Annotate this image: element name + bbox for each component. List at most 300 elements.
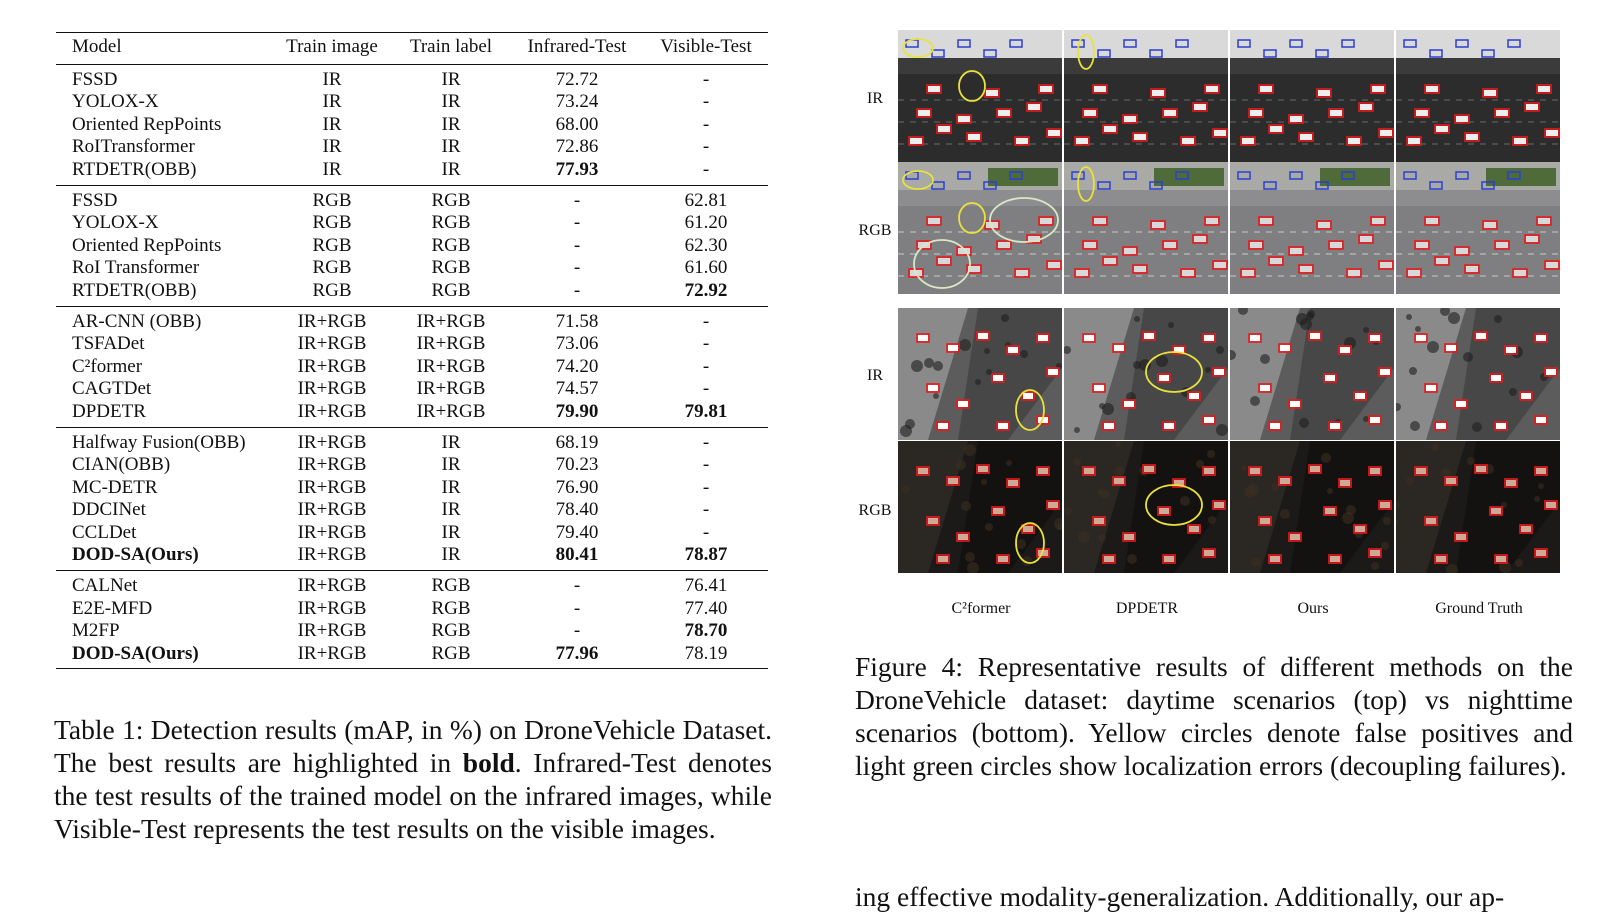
cell-visible-test: 78.70 [684, 620, 728, 642]
column-label-ours: Ours [1297, 600, 1329, 617]
cell-train-label: RGB [431, 189, 471, 211]
tree-canopy [933, 361, 943, 371]
tree-canopy [1306, 312, 1314, 320]
tree-canopy [1327, 488, 1333, 494]
cell-train-label: IR [441, 136, 461, 158]
table-caption-text-start: Table 1: Detection results (mAP, in %) on DroneVehicle Dataset. The best results are highlighted in [54, 714, 772, 778]
figure-caption: Figure 4: Representative results of different methods on the DroneVehicle dataset: daytime scenarios (top) vs nighttime scenarios (bottom). Yellow circles denote false positives and light green circles show localization errors (decoupling failures). [855, 651, 1573, 781]
tree-canopy [1406, 314, 1412, 320]
table-row [56, 212, 768, 235]
cell-train-image: IR+RGB [297, 378, 367, 400]
cell-visible-test: - [702, 113, 710, 135]
cell-train-label: IR+RGB [416, 333, 486, 355]
cell-infrared-test: 76.90 [555, 476, 599, 498]
road-surface [1230, 74, 1394, 162]
tree-canopy [961, 501, 971, 511]
tree-canopy [1216, 346, 1224, 354]
figure-panel-day-rgb-dpdetr [1064, 162, 1228, 294]
vehicle [1300, 266, 1312, 272]
road-surface [1396, 74, 1560, 162]
road-surface [1230, 206, 1394, 294]
vehicle [1318, 222, 1330, 228]
vehicle [1094, 218, 1106, 224]
vehicle [1008, 480, 1018, 486]
vehicle [1159, 375, 1169, 381]
cell-model: CCLDet [72, 521, 137, 543]
vehicle [1310, 333, 1320, 339]
figure-panel-night-rgb-dpdetr [1064, 441, 1228, 573]
cell-infrared-test: 79.90 [555, 400, 599, 422]
tree-canopy [1016, 539, 1026, 549]
vehicle [938, 423, 948, 429]
tree-canopy [975, 379, 981, 385]
cell-train-image: IR [322, 113, 342, 135]
cell-model: Halfway Fusion(OBB) [72, 431, 246, 453]
vehicle [928, 218, 940, 224]
vehicle [958, 401, 968, 407]
aerial-image-day-ir [1230, 30, 1394, 162]
vehicle [1194, 236, 1206, 242]
aerial-image-night-rgb [1396, 441, 1560, 573]
cell-infrared-test: 71.58 [555, 310, 599, 332]
vehicle [1189, 526, 1199, 532]
vehicle [1182, 138, 1194, 144]
table-row [56, 427, 768, 454]
vehicle [1456, 248, 1468, 254]
vehicle [1189, 393, 1199, 399]
figure-panel-day-rgb-c2former [898, 162, 1062, 294]
cell-infrared-test: 68.19 [555, 431, 599, 453]
vehicle [1194, 104, 1206, 110]
aerial-image-day-rgb [1230, 162, 1394, 294]
vehicle [1028, 104, 1040, 110]
table-row [56, 159, 768, 185]
road-surface [1064, 74, 1228, 162]
vehicle [1260, 385, 1270, 391]
tree-canopy [902, 485, 910, 493]
cell-train-image: RGB [312, 279, 352, 301]
cell-visible-test: - [702, 91, 710, 113]
cell-model: E2E-MFD [72, 597, 153, 619]
figure-panel-day-ir-c2former [898, 30, 1062, 162]
tree-canopy [1346, 505, 1356, 515]
vehicle [1446, 478, 1456, 484]
vehicle [1084, 110, 1096, 116]
vehicle [1094, 86, 1106, 92]
vehicle [1260, 86, 1272, 92]
vehicle [1038, 468, 1048, 474]
header-train-image: Train image [286, 36, 378, 57]
tree-canopy [1431, 443, 1439, 451]
vehicle [1426, 218, 1438, 224]
cell-train-label: IR+RGB [416, 378, 486, 400]
vehicle [968, 134, 980, 140]
cell-train-label: IR [441, 68, 461, 90]
aerial-image-night-rgb [1064, 441, 1228, 573]
cell-visible-test: 77.40 [684, 597, 728, 619]
roof-band [898, 30, 1062, 58]
vehicle [1076, 270, 1088, 276]
vehicle [1496, 423, 1506, 429]
cell-infrared-test: - [573, 234, 581, 256]
cell-train-image: IR+RGB [297, 499, 367, 521]
tree-canopy [1205, 367, 1211, 373]
vehicle [938, 258, 950, 264]
cell-model: FSSD [72, 68, 118, 90]
vehicle [1040, 86, 1052, 92]
cell-model: M2FP [72, 620, 120, 642]
tree-canopy [1078, 531, 1090, 543]
cell-infrared-test: - [573, 212, 581, 234]
vehicle [1094, 518, 1104, 524]
vehicle [1408, 138, 1420, 144]
vehicle [1426, 518, 1436, 524]
cell-visible-test: 76.41 [684, 575, 728, 597]
roof-band [1064, 30, 1228, 58]
vehicle [1526, 104, 1538, 110]
vehicle [1446, 345, 1456, 351]
cell-model: FSSD [72, 189, 118, 211]
vehicle [1340, 347, 1350, 353]
table-row [56, 522, 768, 545]
vehicle [1104, 258, 1116, 264]
vehicle [1104, 556, 1114, 562]
cell-model: CAGTDet [72, 378, 152, 400]
cell-train-label: RGB [431, 575, 471, 597]
vehicle [1408, 270, 1420, 276]
table-row [56, 454, 768, 477]
vehicle [978, 466, 988, 472]
cell-train-image: RGB [312, 212, 352, 234]
vehicle [1456, 116, 1468, 122]
tree-canopy [1020, 350, 1028, 358]
vehicle [1076, 138, 1088, 144]
vehicle [1023, 393, 1033, 399]
table-group [56, 64, 768, 185]
tree-canopy [1383, 517, 1391, 525]
tree-canopy [956, 460, 966, 470]
cell-infrared-test: 80.41 [555, 544, 599, 566]
cell-infrared-test: - [573, 257, 581, 279]
cell-model: DOD-SA(Ours) [72, 544, 199, 566]
vehicle [1214, 369, 1224, 375]
cell-train-label: RGB [431, 234, 471, 256]
table-row [56, 185, 768, 212]
figure-panel-night-ir-ours [1230, 308, 1394, 440]
aerial-image-day-rgb [898, 162, 1062, 294]
vehicle [1152, 222, 1164, 228]
table-row [56, 64, 768, 91]
tree-canopy [985, 523, 993, 531]
tree-canopy [1115, 441, 1121, 447]
vehicle [938, 556, 948, 562]
tree-canopy [1472, 422, 1482, 432]
table-row [56, 280, 768, 306]
vehicle [918, 110, 930, 116]
tree-canopy [1097, 489, 1103, 495]
vehicle [978, 333, 988, 339]
vehicle [1134, 134, 1146, 140]
cell-infrared-test: 77.96 [555, 642, 599, 664]
tree-canopy [1371, 562, 1379, 570]
table-row [56, 114, 768, 137]
table-header [56, 33, 768, 65]
table-row [56, 91, 768, 114]
vehicle [1456, 401, 1466, 407]
cell-infrared-test: - [573, 575, 581, 597]
vehicle [1536, 335, 1546, 341]
cell-train-label: RGB [431, 279, 471, 301]
tree-canopy [924, 358, 934, 368]
header-train-label: Train label [409, 36, 493, 57]
vehicle [1300, 134, 1312, 140]
vehicle [1270, 258, 1282, 264]
tree-canopy [1409, 367, 1417, 375]
cell-train-label: RGB [431, 212, 471, 234]
vehicle [1436, 126, 1448, 132]
aerial-image-day-rgb [1064, 162, 1228, 294]
cell-model: CALNet [72, 575, 138, 597]
vehicle [1164, 556, 1174, 562]
vehicle [1370, 417, 1380, 423]
table-row [56, 333, 768, 356]
tree-canopy [1280, 509, 1290, 519]
vehicle [1318, 90, 1330, 96]
cell-infrared-test: 77.93 [555, 158, 599, 180]
vehicle [1514, 138, 1526, 144]
cell-train-label: RGB [431, 620, 471, 642]
vehicle [948, 345, 958, 351]
cell-visible-test: - [702, 378, 710, 400]
cell-model: Oriented RepPoints [72, 234, 222, 256]
cell-train-label: IR [441, 499, 461, 521]
cell-train-label: IR [441, 454, 461, 476]
vehicle [1164, 110, 1176, 116]
cell-visible-test: - [702, 68, 710, 90]
vehicle [1214, 262, 1226, 268]
vehicle [1496, 242, 1508, 248]
cell-train-image: IR+RGB [297, 310, 367, 332]
vehicle [1491, 375, 1501, 381]
tree-canopy [1321, 453, 1331, 463]
tree-canopy [1127, 554, 1137, 564]
cell-train-image: IR [322, 68, 342, 90]
cell-train-image: IR+RGB [297, 476, 367, 498]
cell-visible-test: - [702, 310, 710, 332]
vehicle [1325, 508, 1335, 514]
table-row [56, 306, 768, 333]
vehicle [1506, 347, 1516, 353]
vehicle [1372, 218, 1384, 224]
vehicle [1206, 86, 1218, 92]
vehicle [1330, 556, 1340, 562]
vehicle [998, 556, 1008, 562]
cell-train-label: IR [441, 544, 461, 566]
vehicle [993, 375, 1003, 381]
vehicle [1380, 502, 1390, 508]
cell-visible-test: - [702, 158, 710, 180]
aerial-image-day-ir [1396, 30, 1560, 162]
vehicle [1250, 468, 1260, 474]
vehicle [1124, 534, 1134, 540]
vehicle [948, 478, 958, 484]
vehicle [1038, 335, 1048, 341]
tree-canopy [964, 444, 976, 456]
table-group [56, 306, 768, 427]
cell-train-image: IR+RGB [297, 521, 367, 543]
tree-canopy [1463, 352, 1473, 362]
cell-visible-test: - [702, 521, 710, 543]
roof-band [1230, 30, 1394, 58]
vehicle [1134, 266, 1146, 272]
cell-visible-test: - [702, 499, 710, 521]
vehicle [1048, 262, 1060, 268]
vehicle [1436, 556, 1446, 562]
cell-train-label: IR [441, 158, 461, 180]
tree-line [988, 168, 1058, 186]
vehicle [1260, 518, 1270, 524]
table-row [56, 643, 768, 669]
figure-panel-night-ir-dpdetr [1064, 308, 1228, 440]
table-caption-text-end: . Infrared-Test denotes the test results of the trained model on the infrared images, while Visible-Test represents the test results on the visible images. [54, 747, 773, 844]
cell-train-image: IR+RGB [297, 544, 367, 566]
tree-canopy [1247, 484, 1259, 496]
vehicle [1330, 423, 1340, 429]
vehicle [1280, 345, 1290, 351]
table-row [56, 356, 768, 379]
table-caption [54, 713, 772, 845]
vehicle [1436, 423, 1446, 429]
vehicle [1016, 138, 1028, 144]
cell-train-label: IR [441, 91, 461, 113]
vehicle [1538, 86, 1550, 92]
cell-infrared-test: 68.00 [555, 113, 599, 135]
tree-canopy [1207, 450, 1215, 458]
table-row [56, 401, 768, 427]
column-label-c2former: C²former [951, 600, 1011, 617]
cell-infrared-test: - [573, 597, 581, 619]
cell-infrared-test: 73.06 [555, 333, 599, 355]
tree-canopy [1074, 427, 1080, 433]
cell-visible-test: 61.60 [684, 257, 728, 279]
vehicle [1016, 270, 1028, 276]
tree-canopy [1180, 496, 1190, 506]
vehicle [1048, 502, 1058, 508]
vehicle [1546, 130, 1558, 136]
vehicle [1124, 248, 1136, 254]
figure-panel-day-rgb-ground-truth [1396, 162, 1560, 294]
cell-train-image: IR+RGB [297, 620, 367, 642]
cell-train-label: IR+RGB [416, 400, 486, 422]
vehicle [1206, 218, 1218, 224]
cell-visible-test: 78.87 [684, 544, 728, 566]
tree-canopy [1509, 388, 1517, 396]
cell-infrared-test: 70.23 [555, 454, 599, 476]
vehicle [1214, 130, 1226, 136]
tree-canopy [1538, 483, 1544, 489]
row-label-day-rgb: RGB [858, 222, 892, 239]
vehicle [1094, 385, 1104, 391]
vehicle [918, 468, 928, 474]
vehicle [1048, 130, 1060, 136]
figure-panel-night-rgb-ours [1230, 441, 1394, 573]
tree-line [1486, 168, 1556, 186]
road-surface [1064, 206, 1228, 294]
vehicle [1182, 270, 1194, 276]
tree-canopy [1006, 460, 1012, 466]
vehicle [1521, 526, 1531, 532]
cell-train-image: RGB [312, 234, 352, 256]
figure-panel-night-ir-c2former [898, 308, 1062, 440]
body-text-continuation: ing effective modality-generalization. Additionally, our ap- [855, 881, 1505, 912]
vehicle [1124, 116, 1136, 122]
vehicle [1526, 236, 1538, 242]
vehicle [1546, 502, 1556, 508]
tree-canopy [1271, 483, 1279, 491]
cell-visible-test: 72.92 [684, 279, 728, 301]
vehicle [1242, 270, 1254, 276]
vehicle [1436, 258, 1448, 264]
cell-model: MC-DETR [72, 476, 158, 498]
table-row [56, 136, 768, 159]
vehicle [1114, 478, 1124, 484]
tree-canopy [1427, 341, 1439, 353]
vehicle [1008, 347, 1018, 353]
road-surface [898, 74, 1062, 162]
tree-canopy [1415, 326, 1421, 332]
vehicle [1426, 385, 1436, 391]
road-surface [1396, 206, 1560, 294]
cell-model: RoI Transformer [72, 257, 200, 279]
vehicle [928, 518, 938, 524]
vehicle [1348, 138, 1360, 144]
cell-train-image: RGB [312, 189, 352, 211]
aerial-image-day-ir [898, 30, 1062, 162]
vehicle [1360, 236, 1372, 242]
vehicle [1380, 262, 1392, 268]
vehicle [1355, 393, 1365, 399]
vehicle [1330, 110, 1342, 116]
vehicle [1496, 556, 1506, 562]
vehicle [1466, 134, 1478, 140]
vehicle [1325, 375, 1335, 381]
tree-canopy [986, 369, 992, 375]
vehicle [998, 423, 1008, 429]
vehicle [1380, 130, 1392, 136]
tree-canopy [1363, 327, 1369, 333]
vehicle [1506, 480, 1516, 486]
vehicle [1546, 369, 1556, 375]
vehicle [1152, 90, 1164, 96]
cell-model: RTDETR(OBB) [72, 279, 197, 301]
cell-train-image: IR [322, 91, 342, 113]
tree-canopy [900, 425, 912, 437]
cell-infrared-test: - [573, 279, 581, 301]
table-group [56, 185, 768, 306]
vehicle [1159, 508, 1169, 514]
cell-train-image: IR+RGB [297, 333, 367, 355]
vehicle [1310, 466, 1320, 472]
tree-canopy [1251, 557, 1261, 567]
cell-train-label: IR+RGB [416, 355, 486, 377]
vehicle [1370, 550, 1380, 556]
tree-canopy [1494, 315, 1502, 323]
aerial-image-night-ir [1064, 308, 1228, 440]
vehicle [1164, 242, 1176, 248]
figure-panel-day-rgb-ours [1230, 162, 1394, 294]
cell-train-label: IR [441, 431, 461, 453]
figure-panel-night-rgb-c2former [898, 441, 1062, 573]
